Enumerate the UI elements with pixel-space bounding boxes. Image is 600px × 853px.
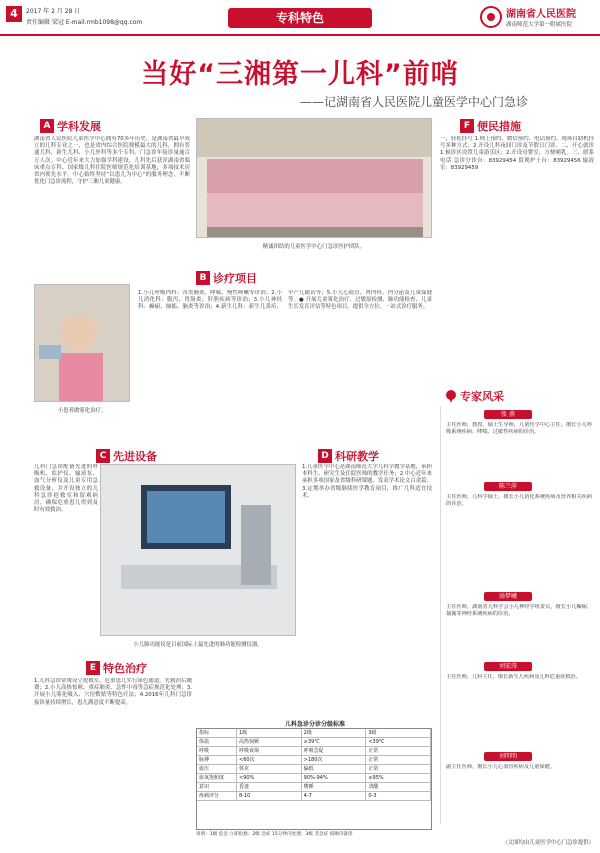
section-d-body: 1.儿童医学中心是湖南师范大学儿科学教学基地，承担本科生、研究生及住院医师的教学任务；2.中心近年来承担多项国家及省级科研课题，发表学术论文百余篇；3.定期举办省级继续医学教育项目，推广儿科适宜技术。 bbox=[302, 464, 432, 499]
photo-credit: （文图均由儿童医学中心门急诊提供） bbox=[502, 840, 594, 846]
expert-name: 汤梦曦 bbox=[484, 592, 532, 601]
table-cell: <39℃ bbox=[366, 738, 431, 746]
section-a-label bbox=[40, 118, 101, 134]
editor-info: 责任编辑 梁冠 E-mail:rmb1098@qq.com bbox=[26, 19, 143, 26]
section-f-name: 便民措施 bbox=[477, 120, 521, 133]
table-row bbox=[197, 729, 431, 738]
section-e-letter: E bbox=[86, 661, 100, 675]
headline-title: 当好“三湘第一儿科”前哨 bbox=[141, 59, 459, 90]
masthead bbox=[0, 0, 600, 36]
section-e-label bbox=[86, 660, 147, 676]
table-cell: 脉搏 bbox=[197, 756, 237, 764]
table-cell: ≥39℃ bbox=[302, 738, 367, 746]
section-f-letter: F bbox=[460, 119, 474, 133]
section-e-body: 1.儿科急诊常规设立抢救室，危重患儿实行绿色通道，先救治后缴费；2.小儿高热惊厥、重症肺炎、急性中毒等急症规范化处理；3.开展小儿雾化吸入、穴位敷贴等特色疗法；4.2016年儿科门急诊接诊量持续增长，患儿满意度不断提高。 bbox=[34, 678, 192, 706]
section-b-label bbox=[196, 270, 257, 286]
triage-legend: 说明：1级 危急 立即抢救；2级 急症 15分钟内处理；3级 非急症 按顺序就诊 bbox=[196, 832, 353, 837]
table-cell: 指标 bbox=[197, 729, 237, 737]
expert-body: 主任医师，湖南省儿科学会小儿神经学组委员，擅长小儿癫痫、抽搐等神经系统疾病的诊治。 bbox=[446, 604, 592, 617]
expert-body: 主任医师，儿科学硕士，擅长小儿消化系统疾病及营养相关疾病的诊治。 bbox=[446, 494, 592, 507]
section-b-letter: B bbox=[196, 271, 210, 285]
section-f-body: 一、轻松挂号 1.网上预约、微信预约、电话预约、现场自助机挂号多种方式；2.开设儿科夜间门诊及节假日门诊。二、开心就诊 1.候诊区设置儿童游乐区；2.开设母婴室，方便哺乳。三、联系电话 急诊分诊台：83929454 留观护士台：83929456 输液室：83929459 bbox=[440, 136, 594, 171]
device-photo bbox=[100, 464, 296, 636]
table-cell: 疼痛评分 bbox=[197, 792, 237, 800]
table-cell: 8-10 bbox=[237, 792, 302, 800]
expert-name: 陈兰萍 bbox=[484, 482, 532, 491]
group-photo-caption: 精诚团结的儿童医学中心门急诊医护团队。 bbox=[262, 244, 366, 250]
table-cell: 意识 bbox=[197, 783, 237, 791]
table-cell: 正常 bbox=[366, 747, 431, 755]
table-row bbox=[197, 765, 431, 774]
expert-body: 主任医师，教授，硕士生导师，儿童医学中心主任。擅长小儿呼吸系统疾病、哮喘、过敏性疾病的诊治。 bbox=[446, 422, 592, 435]
table-cell: 清醒 bbox=[366, 783, 431, 791]
table-cell: <90% bbox=[237, 774, 302, 782]
table-row bbox=[197, 756, 431, 765]
section-b-body: 1.小儿呼吸内科：各类肺炎、哮喘、慢性咳嗽等诊治；2.小儿消化科：腹泻、胃肠炎、肝胆疾病等诊治；3.小儿神经科：癫痫、抽搐、脑炎等诊治；4.新生儿科：新生儿黄疸、早产儿随访等；5.小儿心血管、肾内科、内分泌及儿童保健等。● 开展儿童雾化治疗、过敏原检测、肺功能检查、儿童生长发育评估等特色项目，提供全方位、一站式诊疗服务。 bbox=[138, 290, 432, 311]
experts-header bbox=[440, 386, 594, 404]
table-cell: 呼吸急促 bbox=[302, 747, 367, 755]
table-cell: 正常 bbox=[366, 756, 431, 764]
section-d-name: 科研教学 bbox=[335, 450, 379, 463]
expert-name: 刘明明 bbox=[484, 752, 532, 761]
section-badge: 专科特色 bbox=[228, 8, 372, 28]
table-cell: 血压 bbox=[197, 765, 237, 773]
section-a-letter: A bbox=[40, 119, 54, 133]
section-e-name: 特色治疗 bbox=[103, 662, 147, 675]
table-cell: 90%-94% bbox=[302, 774, 367, 782]
group-photo bbox=[196, 118, 432, 238]
section-b-name: 诊疗项目 bbox=[213, 272, 257, 285]
page-number: 4 bbox=[6, 6, 22, 22]
expert-name: 刘宏涛 bbox=[484, 662, 532, 671]
section-a-body: 湖南省人民医院儿童医学中心拥有70多年历史，是湖南省最早成立的儿科专业之一，也是省内综合医院规模最大的儿科，拥有普通儿科、新生儿科、小儿外科等多个专科，门急诊年接诊量逾百万人次。中心近年来大力加强学科建设，儿科先后获评湖南省临床重点专科、国家级儿科住院医师规范化培训基地，多项技术居省内领先水平。中心始终坚持“以患儿为中心”的服务理念，不断优化门急诊流程，守护三湘儿童健康。 bbox=[34, 136, 190, 186]
section-a-name: 学科发展 bbox=[57, 120, 101, 133]
table-cell: <60次 bbox=[237, 756, 302, 764]
table-row bbox=[197, 747, 431, 756]
section-c-name: 先进设备 bbox=[113, 450, 157, 463]
table-cell: 偏低 bbox=[302, 765, 367, 773]
table-cell: 1级 bbox=[237, 729, 302, 737]
table-row bbox=[197, 774, 431, 783]
child-photo bbox=[34, 284, 130, 402]
table-cell: ≥95% bbox=[366, 774, 431, 782]
issue-date: 2017 年 2 月 28 日 bbox=[26, 8, 81, 15]
table-cell: 正常 bbox=[366, 765, 431, 773]
section-d-label bbox=[318, 448, 379, 464]
table-cell: 呼吸 bbox=[197, 747, 237, 755]
brand-sub: 湖南师范大学第一附属医院 bbox=[506, 22, 573, 28]
headline-subtitle: ——记湖南省人民医院儿童医学中心门急诊 bbox=[300, 95, 529, 109]
experts-title: 专家风采 bbox=[460, 390, 504, 403]
brand-name: 湖南省人民医院 bbox=[506, 9, 576, 20]
section-c-letter: C bbox=[96, 449, 110, 463]
table-row bbox=[197, 738, 431, 747]
section-d-letter: D bbox=[318, 449, 332, 463]
table-row bbox=[197, 792, 431, 801]
device-photo-icon bbox=[101, 465, 296, 636]
table-cell: 3级 bbox=[366, 729, 431, 737]
expert-body: 副主任医师，擅长小儿心血管疾病及儿童保健。 bbox=[446, 764, 555, 770]
table-cell: 嗜睡 bbox=[302, 783, 367, 791]
group-photo-icon bbox=[197, 119, 432, 238]
table-cell: 0-3 bbox=[366, 792, 431, 800]
triage-table-title: 儿科急诊分诊分级标准 bbox=[284, 721, 345, 728]
table-cell: 血氧饱和度 bbox=[197, 774, 237, 782]
section-c-label bbox=[96, 448, 157, 464]
expert-name: 张 燕 bbox=[484, 410, 532, 419]
table-cell: 4-7 bbox=[302, 792, 367, 800]
table-cell: 体温 bbox=[197, 738, 237, 746]
table-cell: >180次 bbox=[302, 756, 367, 764]
section-c-body: 儿科门急诊配备先进的呼吸机、监护仪、输液泵、血气分析仪及儿童专用急救设备，并开设独立的儿科急诊抢救室和留观病房，确保危重患儿得到及时有效救治。 bbox=[34, 464, 98, 514]
table-row bbox=[197, 783, 431, 792]
triage-table bbox=[196, 721, 432, 830]
brand bbox=[480, 4, 594, 32]
child-photo-icon bbox=[35, 285, 130, 402]
table-cell: 呼吸衰竭 bbox=[237, 747, 302, 755]
table-cell: 2级 bbox=[302, 729, 367, 737]
hospital-logo-icon bbox=[480, 6, 502, 28]
table-cell: 昏迷 bbox=[237, 783, 302, 791]
table-cell: 休克 bbox=[237, 765, 302, 773]
expert-body: 主任医师，儿科主任，擅长新生儿疾病及儿科危重症救治。 bbox=[446, 674, 581, 680]
section-f-label bbox=[460, 118, 521, 134]
table-cell: 高热惊厥 bbox=[237, 738, 302, 746]
device-photo-caption: 小儿肺功能仪是目前国际上最先进的肺功能检测仪器。 bbox=[133, 642, 263, 648]
child-photo-caption: 小患者做雾化治疗。 bbox=[57, 408, 107, 414]
pin-icon bbox=[446, 390, 456, 400]
